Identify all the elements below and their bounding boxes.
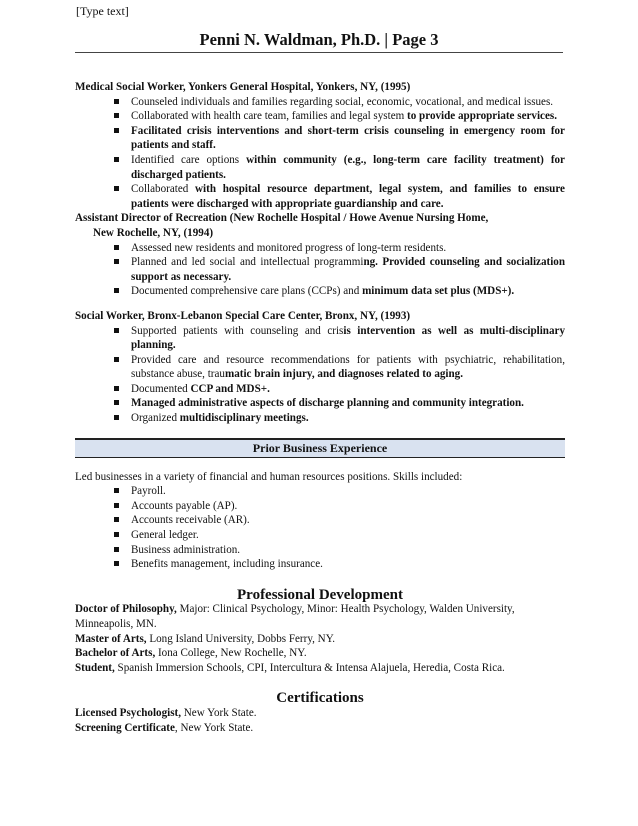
job-bullets (75, 95, 565, 212)
spacer (75, 675, 565, 691)
header-placeholder-text: [Type text] (76, 4, 129, 18)
bullet-bold-text: is intervention as well as multi-disciplinary planning. (131, 324, 565, 352)
degree-name: Bachelor of Arts, (75, 647, 156, 660)
business-intro: Led businesses in a variety of financial and human resources positions. Skills included: (75, 470, 463, 483)
bullet-text: Provided care and resource recommendations for patients with psychiatric, rehabilitation, substance abuse, trau (131, 353, 565, 381)
job-heading: Assistant Director of Recreation (New Rochelle Hospital / Howe Avenue Nursing Home, (75, 212, 489, 225)
bullet-item (131, 109, 565, 124)
education-entry (75, 632, 565, 647)
section-title: Professional Development (237, 586, 403, 603)
bullet-bold-text: multidisciplinary meetings. (179, 412, 309, 425)
degree-details: Major: Clinical Psychology, Minor: Health Psychology, Walden University, Minneapolis, MN. (75, 603, 515, 630)
bullet-text: Counseled individuals and families regarding social, economic, vocational, and medical issues. (131, 95, 554, 108)
bullet-text: Collaborated with health care team, families and legal system (131, 110, 408, 123)
job-heading: Medical Social Worker, Yonkers General Hospital, Yonkers, NY, (1995) (75, 81, 411, 93)
job-bullets (75, 324, 565, 426)
certification-details: New York State. (181, 706, 257, 719)
bullet-item (131, 255, 565, 284)
bullet-text: Assessed new residents and monitored progress of long-term residents. (131, 241, 447, 254)
page-title: Penni N. Waldman, Ph.D. | Page 3 (75, 30, 563, 53)
degree-name: Student, (75, 661, 115, 674)
degree-name: Master of Arts, (75, 632, 147, 645)
bullet-text: Collaborated (131, 183, 196, 196)
education-entry (75, 661, 565, 676)
bullet-text: Identified care options (131, 153, 247, 166)
bullet-bold-text: minimum data set plus (MDS+). (362, 285, 515, 298)
degree-details: Long Island University, Dobbs Ferry, NY. (146, 632, 336, 645)
certification-name: Licensed Psychologist, (75, 706, 182, 719)
bullet-item (131, 284, 565, 299)
bullet-item (131, 324, 565, 353)
bullet-text: Documented comprehensive care plans (CCPs) and (131, 285, 363, 298)
bullet-text: Documented (131, 382, 191, 395)
skill-item: Payroll. (131, 484, 565, 499)
skills-list (75, 484, 565, 572)
bullet-item (131, 182, 565, 211)
bullet-bold-text: CCP and MDS+. (190, 382, 270, 395)
certification-name: Screening Certificate (75, 721, 175, 734)
skill-item: Business administration. (131, 543, 565, 558)
bullet-item (131, 241, 565, 256)
bullet-item (131, 396, 565, 411)
bullet-item (131, 124, 565, 153)
degree-name: Doctor of Philosophy, (75, 603, 177, 616)
certification-entry (75, 706, 565, 721)
spacer (75, 572, 565, 588)
bullet-item (131, 153, 565, 182)
bullet-text: Planned and led social and intellectual programmi (131, 256, 364, 269)
spacer (75, 299, 565, 309)
job-heading: Social Worker, Bronx-Lebanon Special Care Center, Bronx, NY, (1993) (75, 309, 411, 322)
certification-entry (75, 721, 565, 736)
bullet-bold-text: ng. Provided counseling and socialization support as necessary. (131, 256, 565, 283)
bullet-item (131, 95, 565, 110)
skill-item: Accounts receivable (AR). (131, 513, 565, 528)
bullet-bold-text: Managed administrative aspects of discharge planning and community integration. (131, 397, 524, 410)
bullet-item (131, 411, 565, 426)
job-heading-continued: New Rochelle, NY, (1994) (93, 226, 214, 239)
bullet-bold-text: to provide appropriate services. (407, 110, 557, 123)
skill-item: Accounts payable (AP). (131, 499, 565, 514)
degree-details: Iona College, New Rochelle, NY. (155, 647, 307, 660)
education-entry (75, 646, 565, 661)
bullet-item (131, 353, 565, 382)
bullet-text: Supported patients with counseling and cris (131, 324, 344, 337)
certification-details: , New York State. (174, 721, 254, 734)
spacer (75, 458, 565, 470)
bullet-bold-text: Facilitated crisis interventions and short-term crisis counseling in emergency room for patients and staff. (131, 124, 565, 152)
bullet-item (131, 382, 565, 397)
degree-details: Spanish Immersion Schools, CPI, Intercultura & Intensa Alajuela, Heredia, Costa Rica. (114, 661, 505, 674)
skill-item: General ledger. (131, 528, 565, 543)
resume-content (75, 80, 565, 735)
bullet-bold-text: within community (e.g., long-term care facility treatment) for discharged patients. (131, 153, 565, 181)
section-heading-bar: Prior Business Experience (75, 438, 565, 458)
bullet-bold-text: matic brain injury, and diagnoses related to aging. (224, 368, 463, 381)
section-title: Certifications (276, 690, 364, 707)
bullet-text: Organized (131, 412, 180, 425)
education-entry (75, 602, 565, 631)
job-bullets (75, 241, 565, 299)
bullet-bold-text: with hospital resource department, legal system, and families to ensure patients were discharged with appropriate guardianship and care. (131, 183, 565, 210)
skill-item: Benefits management, including insurance. (131, 557, 565, 572)
